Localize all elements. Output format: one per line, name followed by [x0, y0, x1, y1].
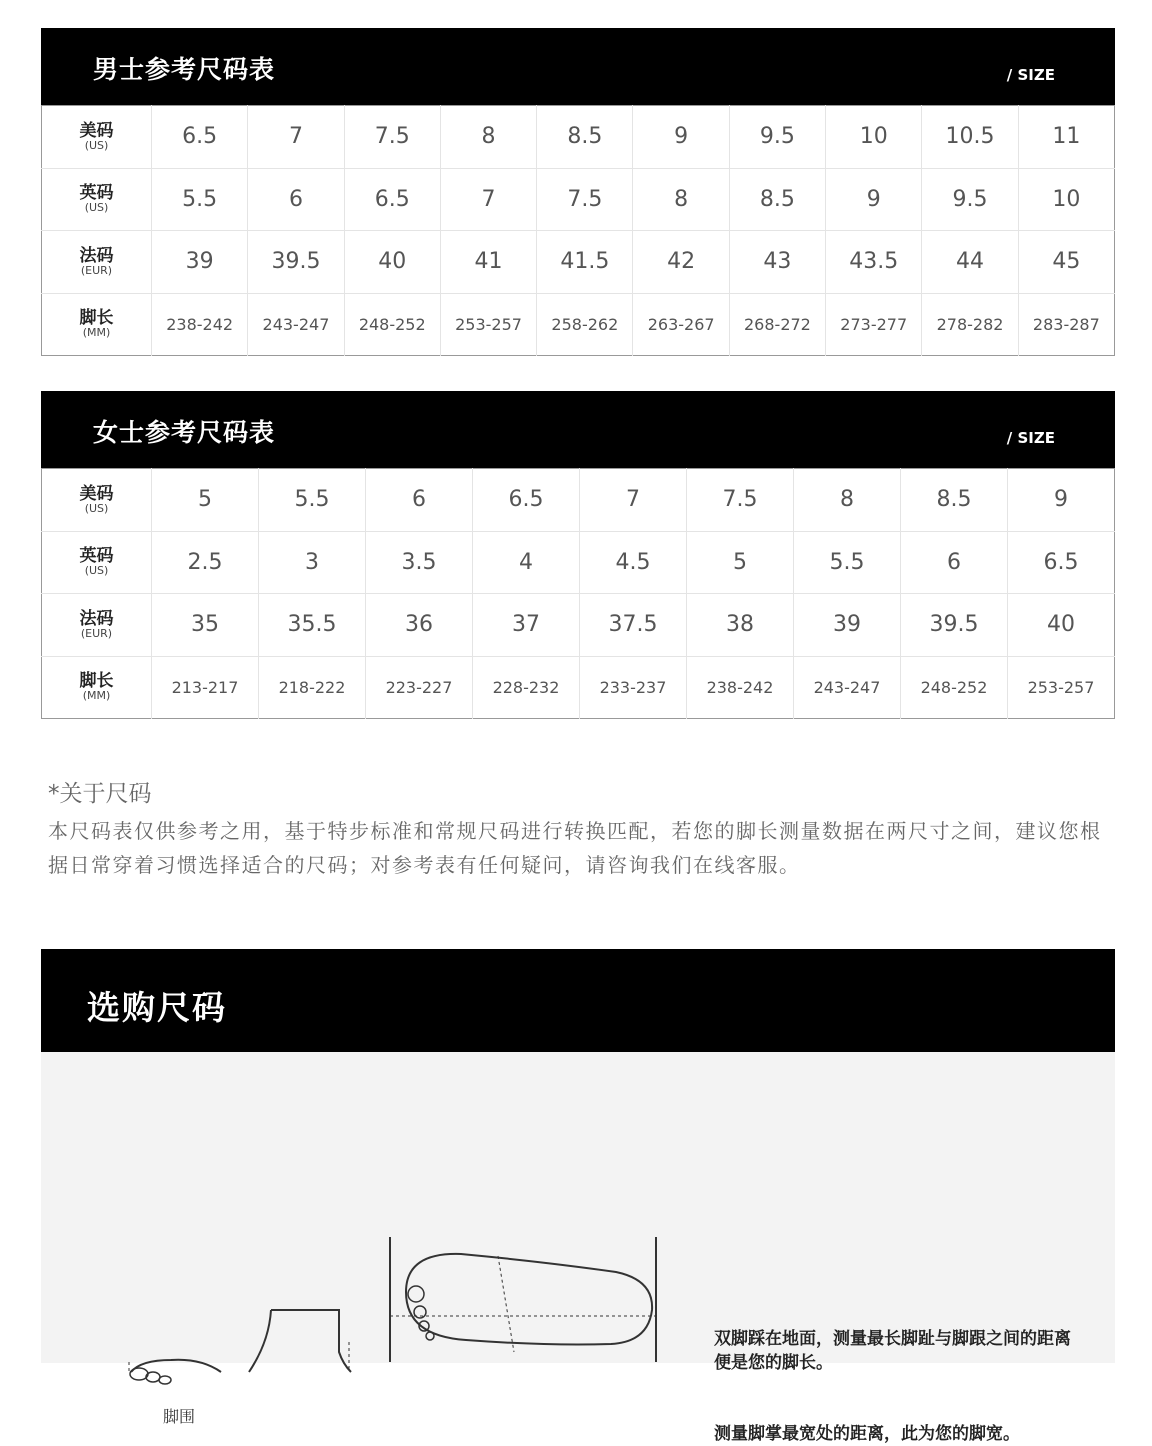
table-cell: 218-222 — [259, 656, 366, 719]
chart-title: 女士参考尺码表 — [93, 418, 276, 447]
row-header-cn: 英码 — [79, 183, 114, 204]
size-table — [41, 468, 1115, 719]
table-row — [42, 168, 1115, 231]
table-cell: 253-257 — [1027, 677, 1095, 697]
table-cell: 4.5 — [580, 531, 687, 594]
table-row — [42, 469, 1115, 532]
table-cell: 7.5 — [687, 469, 794, 532]
table-cell: 6 — [248, 168, 344, 231]
foot-side-illustration — [81, 1302, 371, 1372]
table-cell: 3.5 — [366, 531, 473, 594]
table-cell: 8 — [633, 168, 729, 231]
row-header-en: (MM) — [82, 689, 111, 703]
table-cell: 3 — [259, 531, 366, 594]
table-cell: 39.5 — [248, 231, 344, 294]
row-header-en: (US) — [84, 501, 109, 515]
table-cell: 223-227 — [366, 656, 473, 719]
foot-girth-label: 脚围 — [163, 1407, 196, 1426]
table-cell: 9.5 — [729, 106, 825, 169]
table-cell: 273-277 — [826, 293, 922, 356]
table-cell: 7 — [580, 469, 687, 532]
row-header — [42, 293, 152, 356]
table-cell: 6.5 — [344, 168, 440, 231]
size-tag: / SIZE — [1006, 66, 1055, 84]
table-cell: 228-232 — [473, 656, 580, 719]
table-cell: 10 — [826, 106, 922, 169]
table-cell: 243-247 — [794, 656, 901, 719]
chart-title: 男士参考尺码表 — [93, 55, 276, 84]
table-cell: 42 — [633, 231, 729, 294]
table-cell: 35.5 — [259, 594, 366, 657]
note-body: 本尺码表仅供参考之用，基于特步标准和常规尺码进行转换匹配，若您的脚长测量数据在两尺寸之间，建议您根据日常穿着习惯选择适合的尺码；对参考表有任何疑问，请咨询我们在线客服。 — [48, 819, 1102, 877]
table-row — [42, 656, 1115, 719]
table-cell: 263-267 — [633, 293, 729, 356]
row-header-en: (EUR) — [80, 626, 113, 640]
row-header — [42, 469, 152, 532]
table-cell: 43.5 — [826, 231, 922, 294]
buy-size-section — [41, 949, 1115, 1444]
table-cell: 7 — [248, 106, 344, 169]
table-cell: 258-262 — [537, 293, 633, 356]
row-header-en: (US) — [84, 201, 109, 215]
table-cell: 283-287 — [1032, 314, 1100, 334]
table-cell: 39 — [152, 231, 248, 294]
table-cell: 45 — [1018, 231, 1114, 294]
table-cell: 5.5 — [259, 469, 366, 532]
section-header — [41, 949, 1115, 1052]
row-header-cn: 脚长 — [79, 671, 114, 692]
table-cell: 248-252 — [344, 293, 440, 356]
width-caption: 测量脚掌最宽处的距离，此为您的脚宽。 — [714, 1424, 1020, 1444]
size-note — [48, 775, 1118, 882]
table-cell: 10.5 — [922, 106, 1018, 169]
table-cell: 6 — [901, 531, 1008, 594]
row-header-en: (US) — [84, 138, 109, 152]
table-row — [42, 594, 1115, 657]
row-header-en: (US) — [84, 564, 109, 578]
table-cell: 5 — [152, 469, 259, 532]
table-cell: 40 — [344, 231, 440, 294]
table-cell: 5 — [687, 531, 794, 594]
table-cell: 8.5 — [901, 469, 1008, 532]
table-cell: 44 — [922, 231, 1018, 294]
size-table — [41, 105, 1115, 356]
mens-size-chart — [41, 28, 1115, 356]
table-cell: 41.5 — [537, 231, 633, 294]
size-tag: / SIZE — [1006, 429, 1055, 447]
row-header-en: (MM) — [82, 326, 111, 340]
table-cell: 9 — [1008, 469, 1115, 532]
row-header-cn: 美码 — [79, 120, 114, 141]
row-header-cn: 法码 — [79, 608, 114, 629]
row-header — [42, 594, 152, 657]
table-cell: 41 — [440, 231, 536, 294]
table-cell: 213-217 — [152, 656, 259, 719]
table-cell: 233-237 — [580, 656, 687, 719]
table-cell: 8 — [440, 106, 536, 169]
table-cell: 7 — [440, 168, 536, 231]
table-cell: 253-257 — [440, 293, 536, 356]
table-cell: 5.5 — [794, 531, 901, 594]
row-header-cn: 法码 — [79, 245, 114, 266]
table-cell: 238-242 — [687, 656, 794, 719]
table-cell: 40 — [1008, 594, 1115, 657]
table-cell: 37.5 — [580, 594, 687, 657]
table-cell: 39 — [794, 594, 901, 657]
table-row — [42, 106, 1115, 169]
note-title: *关于尺码 — [48, 781, 152, 807]
table-cell: 37 — [473, 594, 580, 657]
row-header-cn: 英码 — [79, 546, 114, 567]
table-cell: 8.5 — [729, 168, 825, 231]
row-header — [42, 106, 152, 169]
table-cell: 9 — [633, 106, 729, 169]
table-cell: 38 — [687, 594, 794, 657]
table-cell: 39.5 — [901, 594, 1008, 657]
table-cell: 8.5 — [537, 106, 633, 169]
table-cell: 6.5 — [1008, 531, 1115, 594]
table-cell: 9 — [826, 168, 922, 231]
table-cell: 9.5 — [922, 168, 1018, 231]
chart-header — [41, 28, 1115, 105]
table-cell: 8 — [794, 469, 901, 532]
table-cell: 6.5 — [473, 469, 580, 532]
table-cell: 278-282 — [922, 293, 1018, 356]
table-cell: 5.5 — [152, 168, 248, 231]
row-header-cn: 脚长 — [79, 308, 114, 329]
womens-size-chart — [41, 391, 1115, 719]
row-header-cn: 美码 — [79, 483, 114, 504]
row-header — [42, 531, 152, 594]
table-cell: 4 — [473, 531, 580, 594]
chart-header — [41, 391, 1115, 468]
table-cell: 11 — [1018, 106, 1114, 169]
table-cell: 2.5 — [152, 531, 259, 594]
table-cell: 6.5 — [152, 106, 248, 169]
table-cell: 268-272 — [729, 293, 825, 356]
table-row — [42, 293, 1115, 356]
row-header — [42, 168, 152, 231]
table-cell: 35 — [152, 594, 259, 657]
section-title: 选购尺码 — [87, 988, 227, 1027]
measurement-guide — [41, 1052, 1115, 1444]
table-cell: 248-252 — [901, 656, 1008, 719]
table-cell: 10 — [1018, 168, 1114, 231]
table-cell: 7.5 — [344, 106, 440, 169]
row-header — [42, 231, 152, 294]
table-cell: 238-242 — [152, 293, 248, 356]
foot-sole-illustration — [386, 1232, 666, 1367]
table-row — [42, 531, 1115, 594]
table-cell: 36 — [366, 594, 473, 657]
table-cell: 7.5 — [537, 168, 633, 231]
table-cell: 6 — [366, 469, 473, 532]
row-header — [42, 656, 152, 719]
table-row — [42, 231, 1115, 294]
table-cell: 243-247 — [248, 293, 344, 356]
row-header-en: (EUR) — [80, 263, 113, 277]
length-caption: 双脚踩在地面，测量最长脚趾与脚跟之间的距离便是您的脚长。 — [714, 1329, 1071, 1373]
table-cell: 43 — [729, 231, 825, 294]
